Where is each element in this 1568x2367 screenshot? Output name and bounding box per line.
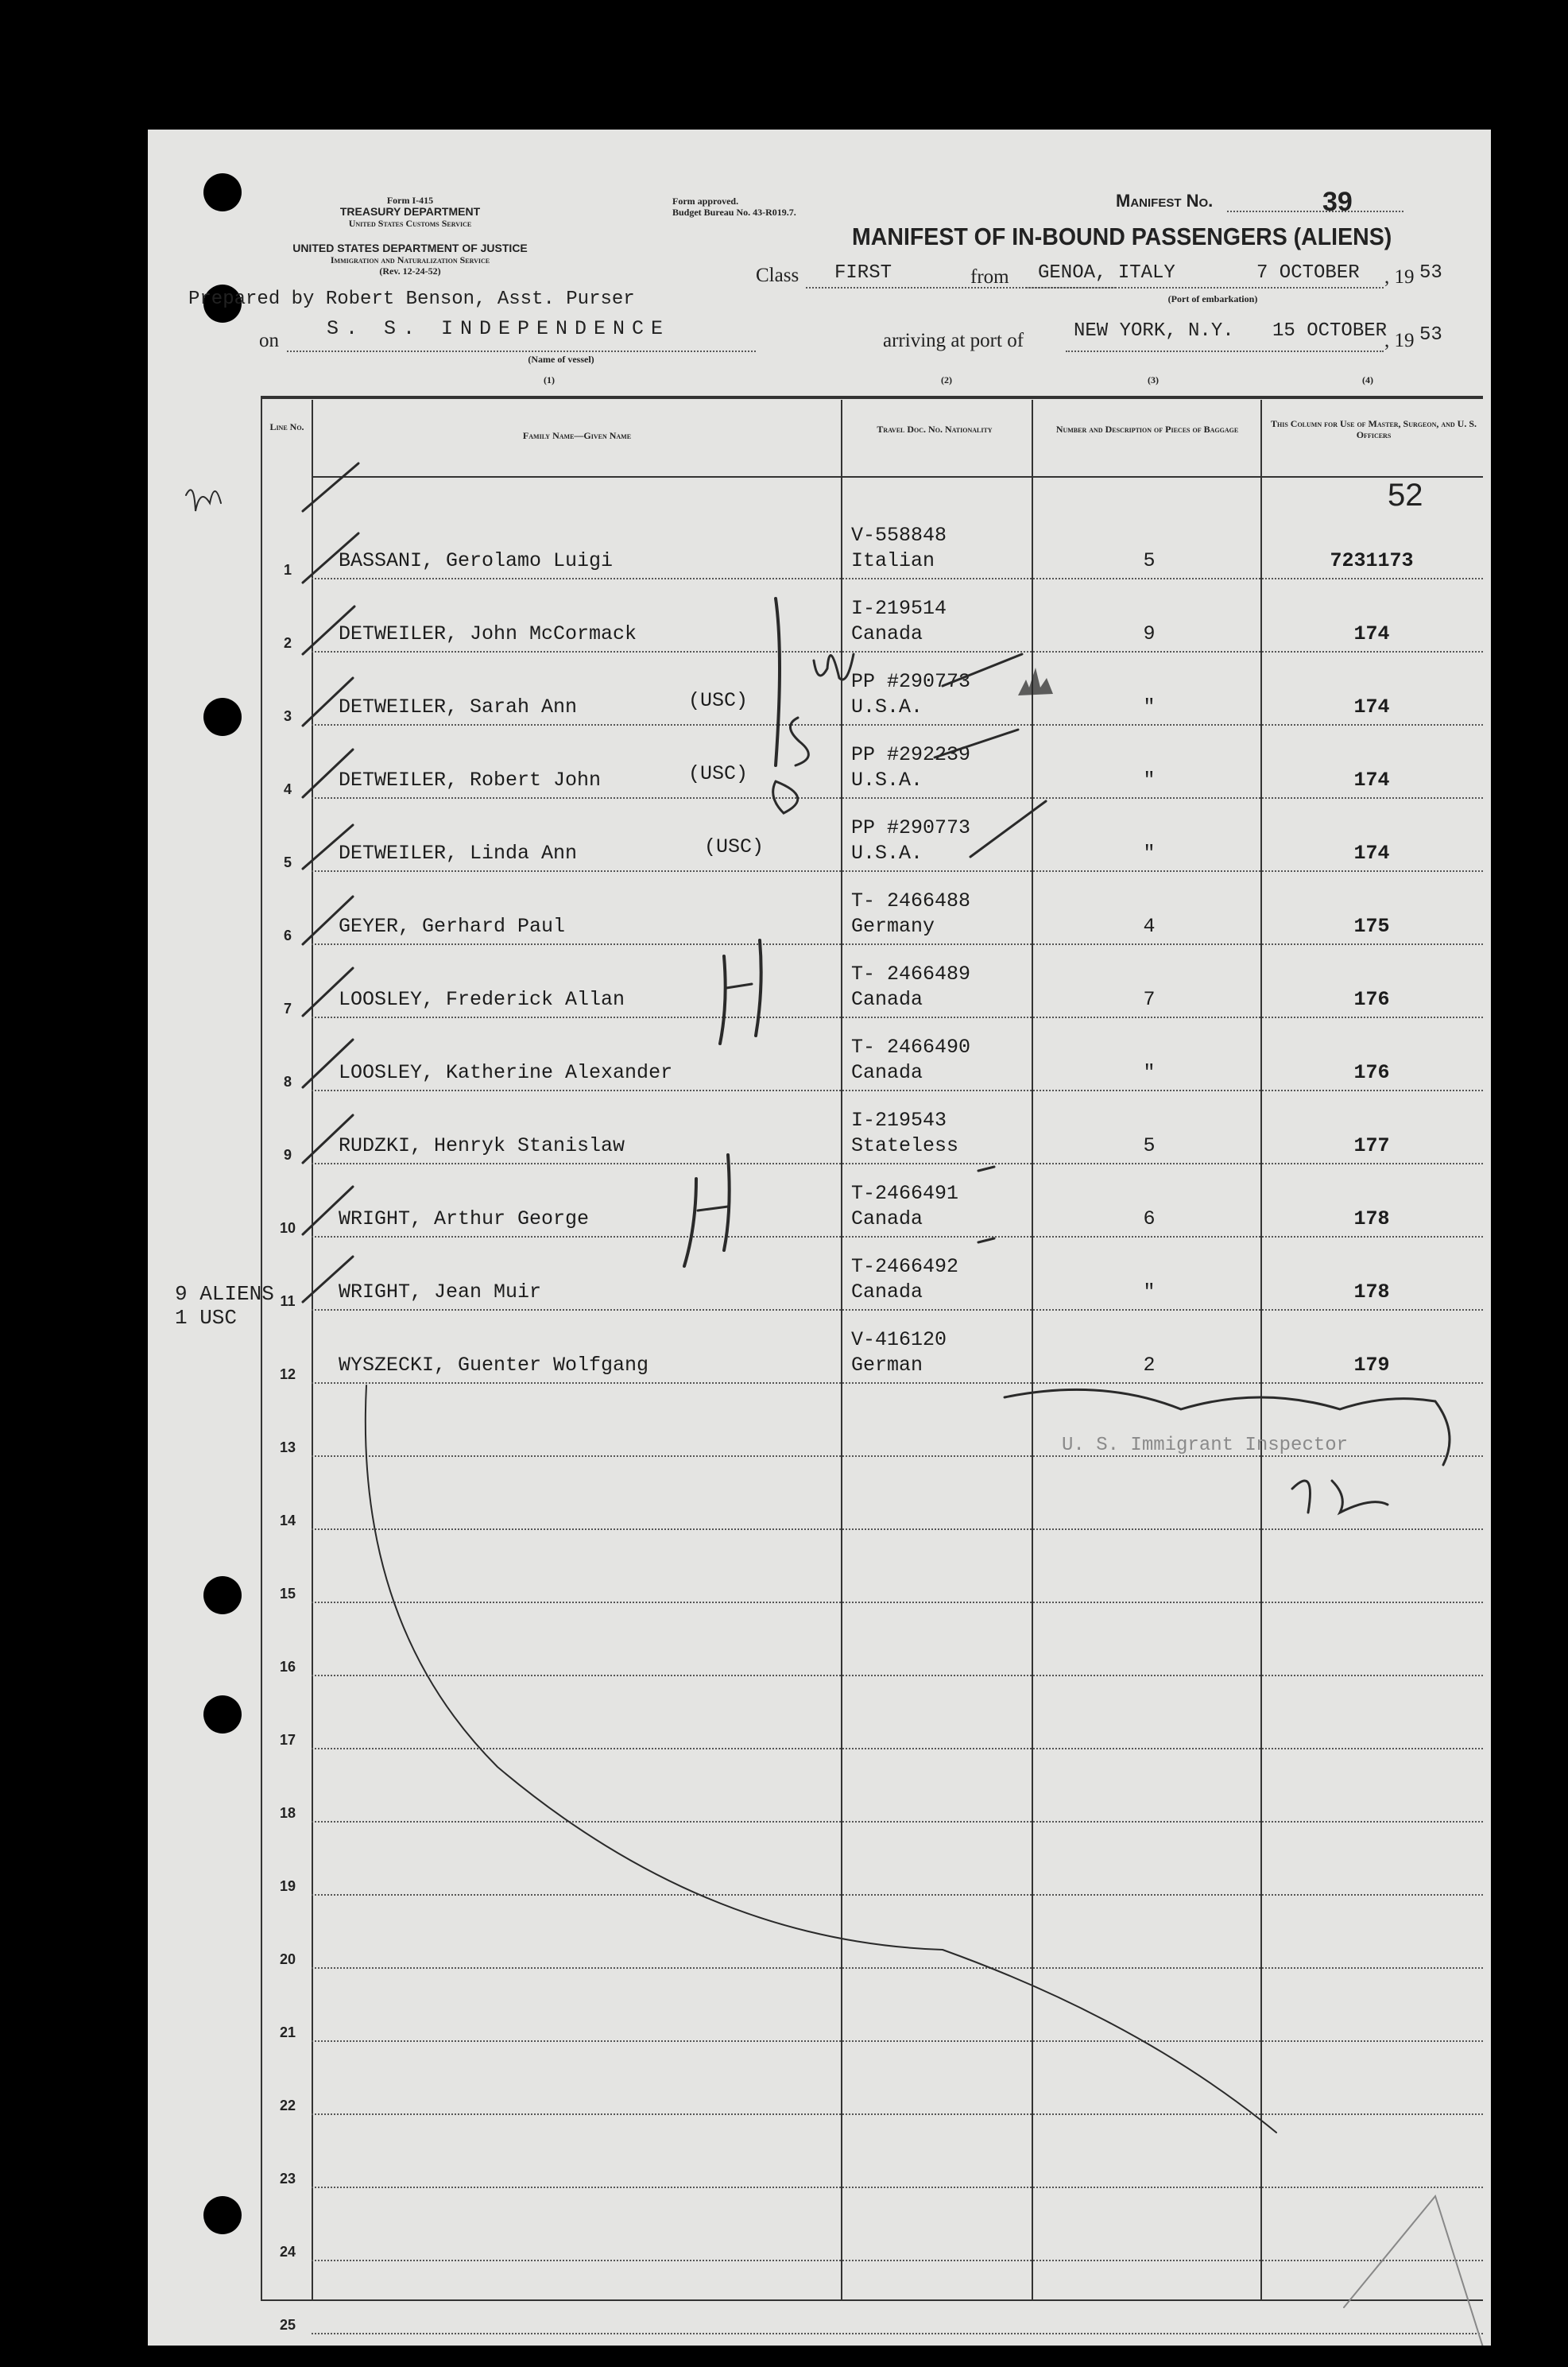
baggage-count: 2 [1143,1354,1156,1377]
baggage-count: 6 [1143,1207,1156,1230]
vessel-name: S. S. INDEPENDENCE [327,317,671,340]
col-num-2: (2) [941,374,952,385]
line-number: 12 [279,1366,296,1382]
arrival-port: NEW YORK, N.Y. [1074,320,1234,342]
embarkation-port: GENOA, ITALY [1038,262,1175,284]
passenger-name: BASSANI, Gerolamo Luigi [339,549,614,572]
travel-doc-number: I-219543 [851,1109,947,1132]
manifest-label: Manifest No. [1116,191,1214,211]
line-number: 17 [279,1732,296,1748]
officer-note: 178 [1353,1280,1390,1304]
passenger-name: DETWEILER, Robert John [339,769,602,792]
line-number: 16 [279,1659,296,1675]
on-label: on [259,330,279,351]
customs-service: United States Customs Service [348,218,472,229]
officer-note: 176 [1353,988,1390,1011]
line-number: 7 [283,1001,292,1017]
arrival-date: 15 OCTOBER [1272,320,1388,342]
handwriting-overlay [148,130,1491,2346]
line-number: 5 [283,854,292,870]
travel-doc-number: PP #290773 [851,816,971,839]
officer-note: 174 [1353,842,1390,865]
officer-note: 174 [1353,695,1390,719]
col-num-1: (1) [544,374,555,385]
nationality: Stateless [851,1134,959,1157]
baggage-count: " [1143,1061,1156,1084]
passenger-name: DETWEILER, Sarah Ann [339,695,578,719]
col-num-3: (3) [1148,374,1159,385]
usc-count: 1 USC [175,1306,238,1330]
passenger-name: LOOSLEY, Katherine Alexander [339,1061,673,1084]
usc-marker: (USC) [688,762,749,785]
passenger-name: WRIGHT, Jean Muir [339,1280,542,1304]
officer-note: 177 [1353,1134,1390,1157]
nationality: U.S.A. [851,769,923,792]
nationality: Italian [851,549,935,572]
aliens-count: 9 ALIENS [175,1282,274,1306]
travel-doc-number: PP #292239 [851,743,971,766]
line-number: 15 [279,1586,296,1602]
baggage-count: 7 [1143,988,1156,1011]
departure-date: 7 OCTOBER [1256,262,1360,284]
ins: Immigration and Naturalization Service [330,254,490,265]
nationality: Canada [851,1061,923,1084]
line-number: 24 [279,2244,296,2260]
baggage-count: 4 [1143,915,1156,938]
prepared-by: Prepared by Robert Benson, Asst. Purser [188,289,635,310]
usc-marker: (USC) [704,835,765,858]
budget-bureau: Budget Bureau No. 43-R019.7. [672,207,796,218]
page-title: MANIFEST OF IN-BOUND PASSENGERS (ALIENS) [852,223,1392,250]
class-label: Class [756,265,799,286]
line-number: 19 [279,1878,296,1894]
travel-doc-number: T- 2466490 [851,1036,971,1059]
header-travel-doc: Travel Doc. No. Nationality [877,424,993,435]
line-number: 3 [283,708,292,724]
passenger-name: RUDZKI, Henryk Stanislaw [339,1134,625,1157]
line-number: 2 [283,635,292,651]
line-number: 11 [280,1293,296,1309]
travel-doc-number: T- 2466489 [851,963,971,986]
passenger-name: WRIGHT, Arthur George [339,1207,590,1230]
baggage-count: 5 [1143,549,1156,572]
baggage-count: 9 [1143,622,1156,645]
line-number: 9 [283,1147,292,1163]
port-embark-caption: (Port of embarkation) [1167,293,1258,304]
line-number: 8 [283,1074,292,1090]
header-line-no: Line No. [269,421,304,432]
from-label: from [970,266,1009,288]
line-number: 25 [279,2317,296,2333]
travel-doc-number: T- 2466488 [851,889,971,912]
officer-note: 176 [1353,1061,1390,1084]
travel-doc-number: V-416120 [851,1328,947,1351]
nationality: U.S.A. [851,842,923,865]
officer-note: 174 [1353,622,1390,645]
line-number: 10 [279,1220,296,1236]
departure-year: 53 [1419,262,1442,284]
officer-note: 178 [1353,1207,1390,1230]
justice-dept: UNITED STATES DEPARTMENT OF JUSTICE [292,242,528,254]
treasury-dept: TREASURY DEPARTMENT [339,205,481,218]
nationality: Canada [851,1207,923,1230]
passenger-name: GEYER, Gerhard Paul [339,915,566,938]
departure-year-prefix: , 19 [1384,266,1415,288]
class-value: FIRST [834,262,892,284]
manifest-sheet [148,130,1491,2346]
line-number: 13 [279,1439,296,1455]
passenger-name: DETWEILER, John McCormack [339,622,637,645]
baggage-count: " [1143,695,1156,719]
travel-doc-number: T-2466491 [851,1182,959,1205]
form-number: Form I-415 [386,195,434,206]
header-baggage: Number and Description of Pieces of Baggage [1055,424,1239,435]
officer-note: 175 [1353,915,1390,938]
vessel-caption: (Name of vessel) [528,354,594,365]
line-number: 20 [279,1951,296,1967]
arrival-year: 53 [1419,324,1442,346]
passenger-name: DETWEILER, Linda Ann [339,842,578,865]
passenger-name: LOOSLEY, Frederick Allan [339,988,625,1011]
line-number: 4 [283,781,292,797]
col-num-4: (4) [1362,374,1373,385]
officer-note: 7231173 [1330,549,1414,572]
nationality: Canada [851,988,923,1011]
passenger-name: WYSZECKI, Guenter Wolfgang [339,1354,649,1377]
nationality: Canada [851,622,923,645]
line-number: 1 [283,562,292,578]
usc-marker: (USC) [688,689,749,712]
nationality: German [851,1354,923,1377]
nationality: Canada [851,1280,923,1304]
baggage-count: " [1143,1280,1156,1304]
arrival-year-prefix: , 19 [1384,330,1415,351]
line-number: 18 [279,1805,296,1821]
header-name: Family Name—Given Name [522,430,632,441]
travel-doc-number: T-2466492 [851,1255,959,1278]
line-number: 22 [279,2098,296,2113]
inspector-stamp: U. S. Immigrant Inspector [1062,1435,1349,1456]
rev-date: (Rev. 12-24-52) [379,265,441,277]
officer-note: 174 [1353,769,1390,792]
travel-doc-number: PP #290773 [851,670,971,693]
manifest-number: 39 [1322,187,1353,217]
baggage-count: " [1143,842,1156,865]
arriving-label: arriving at port of [883,330,1024,351]
nationality: U.S.A. [851,695,923,719]
line-number: 6 [283,928,292,943]
nationality: Germany [851,915,935,938]
travel-doc-number: I-219514 [851,597,947,620]
baggage-count: " [1143,769,1156,792]
line-number: 21 [279,2024,296,2040]
line-number: 23 [279,2171,296,2187]
line-number: 14 [279,1513,296,1528]
baggage-count: 5 [1143,1134,1156,1157]
header-officers: This Column for Use of Master, Surgeon, and U. S. Officers [1270,418,1477,440]
form-approved: Form approved. [672,196,739,207]
travel-doc-number: V-558848 [851,524,947,547]
top-right-number: 52 [1388,478,1423,513]
officer-note: 179 [1353,1354,1390,1377]
